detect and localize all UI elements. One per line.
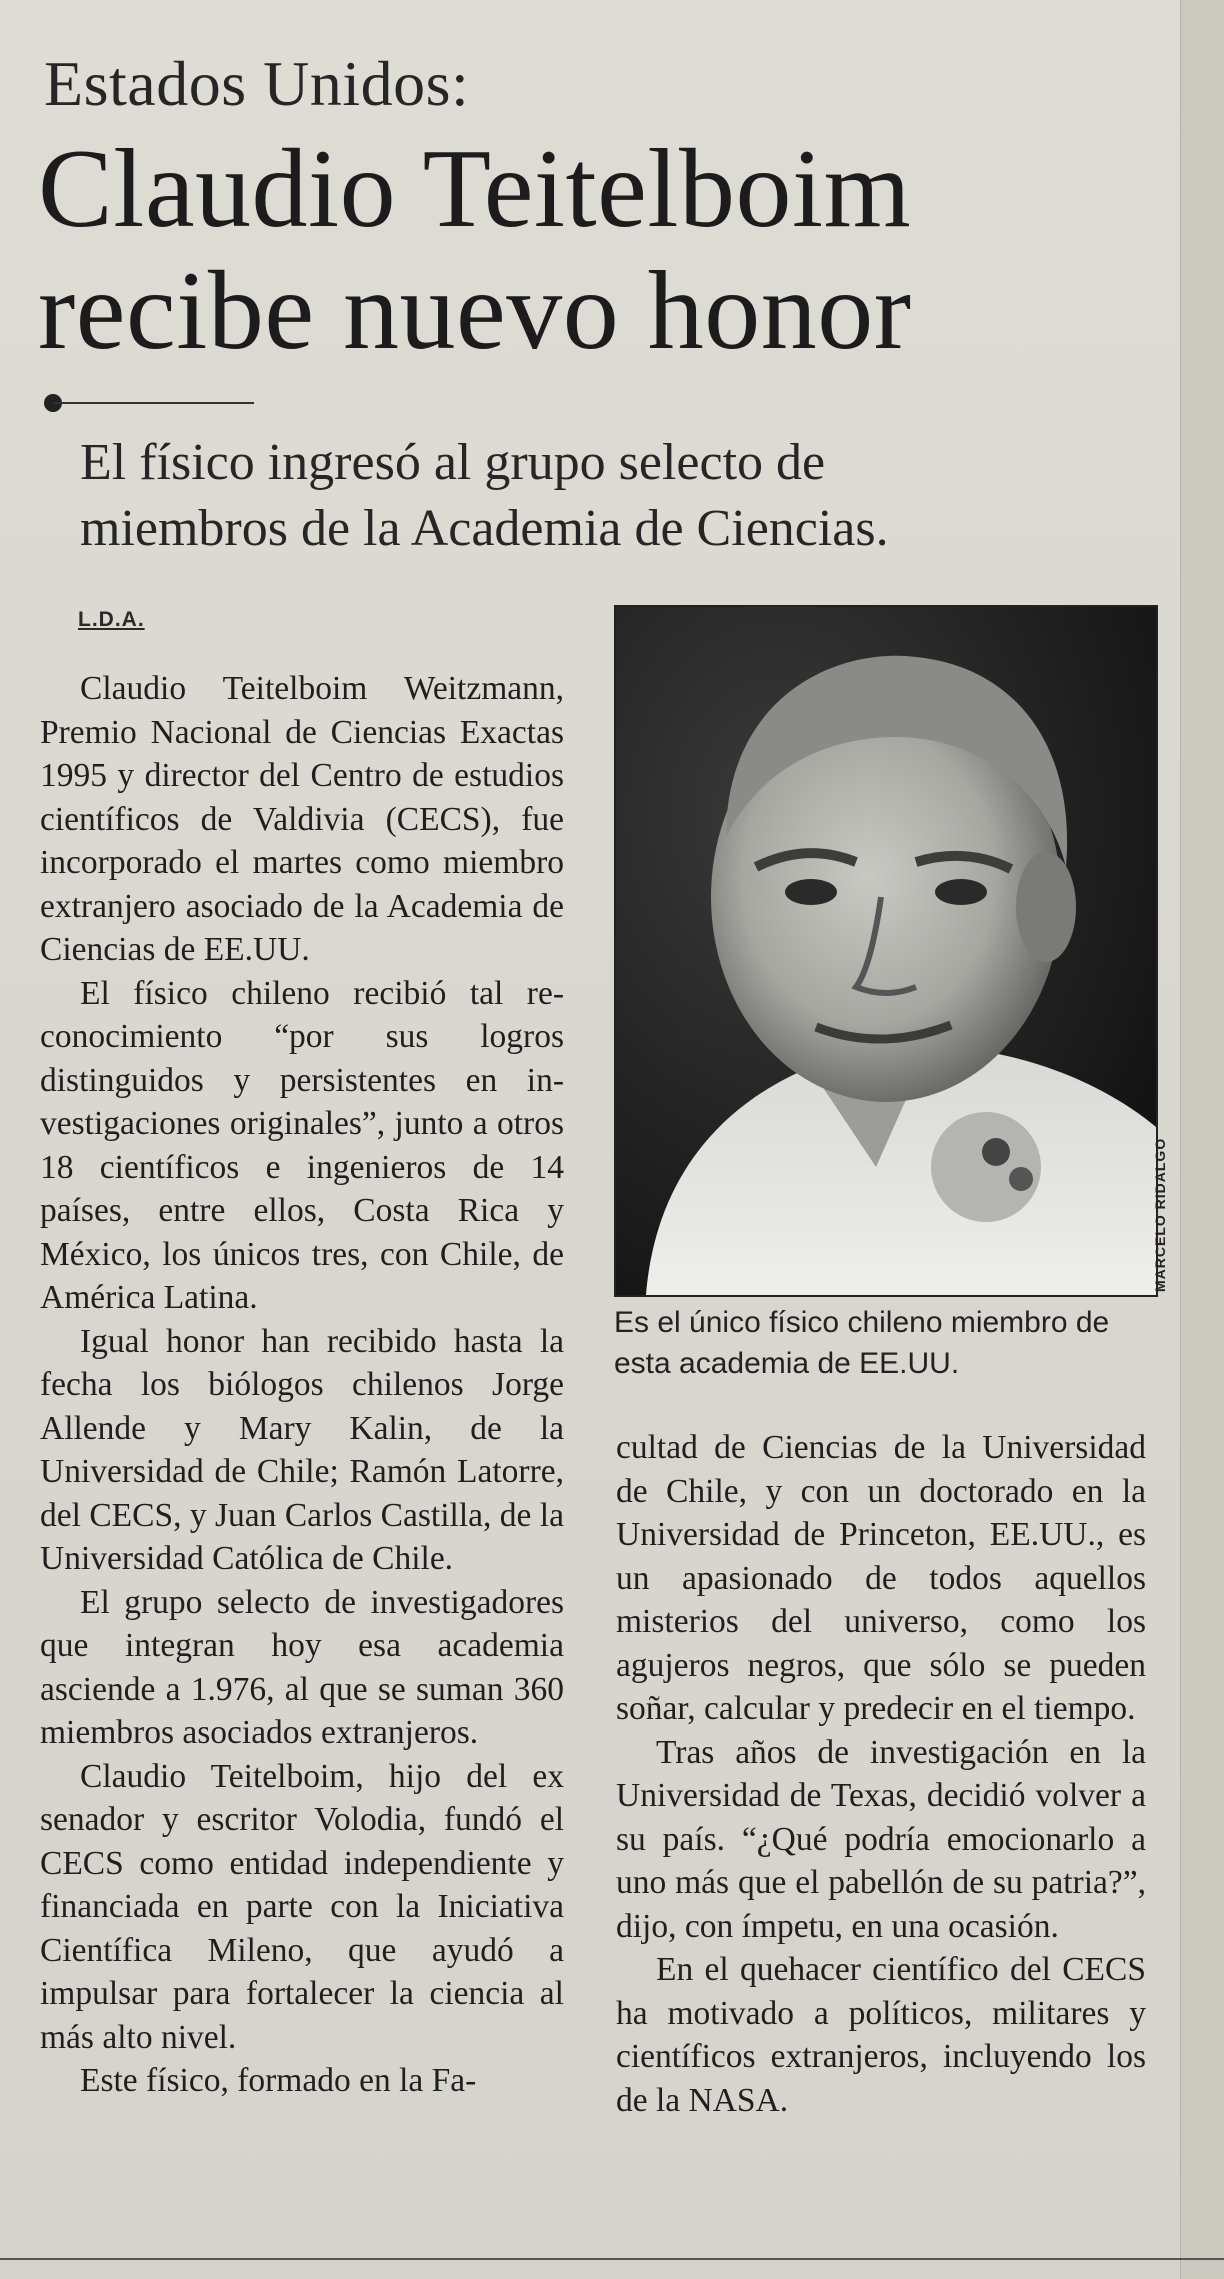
body-paragraph: Claudio Teitelboim, hijo del ex senador y escritor Volodia, fundó el CECS como entidad independiente y financiada en parte con la Iniciativa Científica Mileno, que ayudó a impulsar para fortalecer la ciencia al más alto nivel.	[40, 1757, 564, 2056]
body-paragraph: Tras años de investigación en la Universidad de Texas, decidió volver a su país. “¿Qué podría emocionarlo a uno más que el pabellón de su patria?”, dijo, con ímpetu, en una ocasión.	[616, 1733, 1146, 1945]
subhead-line-1: El físico ingresó al grupo selecto de	[80, 434, 826, 491]
headline-line-2: recibe nuevo honor	[38, 249, 912, 373]
portrait-photo	[614, 605, 1158, 1297]
body-paragraph: En el quehacer científico del CECS ha motivado a políticos, militares y científicos extranjeros, incluyendo los de la NASA.	[616, 1951, 1146, 2119]
article-subhead	[80, 430, 1120, 562]
byline: L.D.A.	[78, 608, 145, 631]
body-paragraph: Claudio Teitelboim Weitzmann, Premio Nacional de Ciencias Exactas 1995 y director del Centro de estudios científicos de Valdivia (CECS), fue incorporado el martes como miembro extranjero asociado de la Academia de Ciencias de EE.UU.	[40, 670, 564, 968]
article-headline	[38, 128, 1098, 372]
headline-line-1: Claudio Teitelboim	[38, 127, 912, 251]
body-paragraph: Igual honor han recibido hasta la fecha los biólogos chilenos Jorge Allende y Mary Kalin, de la Universidad de Chile; Ramón Latorre, del CECS, y Juan Carlos Castilla, de la Universidad Católica de Chile.	[40, 1322, 564, 1577]
body-paragraph: Este físico, formado en la Fa-	[80, 2062, 477, 2099]
body-column-1	[40, 667, 564, 2103]
photo-caption: Es el único físico chileno miembro de esta academia de EE.UU.	[614, 1306, 1110, 1380]
portrait-image	[616, 607, 1156, 1295]
photo-credit: MARCELO RIDALGO	[1152, 1137, 1168, 1292]
body-paragraph: cultad de Ciencias de la Universidad de Chile, y con un doctorado en la Universidad de Princeton, EE.UU., es un apasionado de todos aquellos misterios del universo, como los agujeros negros, que sólo se pueden soñar, calcular y predecir en el tiempo.	[616, 1429, 1146, 1727]
body-column-2	[616, 1426, 1146, 2122]
rule-line	[54, 402, 254, 404]
bottom-fold-line	[0, 2258, 1224, 2260]
adjacent-page-edge	[1180, 0, 1224, 2279]
subhead-line-2: miembros de la Academia de Ciencias.	[80, 500, 889, 557]
body-paragraph: El físico chileno recibió tal reconocimiento “por sus logros distinguidos y persistentes en investigaciones originales”, junto a otros 18 científicos e ingenieros de 14 países, entre ellos, Costa Rica y México, los únicos tres, con Chile, de América Latina.	[40, 974, 564, 1316]
article-kicker: Estados Unidos:	[44, 48, 470, 119]
body-paragraph: El grupo selecto de investigadores que integran hoy esa academia asciende a 1.976, al que se suman 360 miembros asociados extranjeros.	[40, 1583, 564, 1751]
